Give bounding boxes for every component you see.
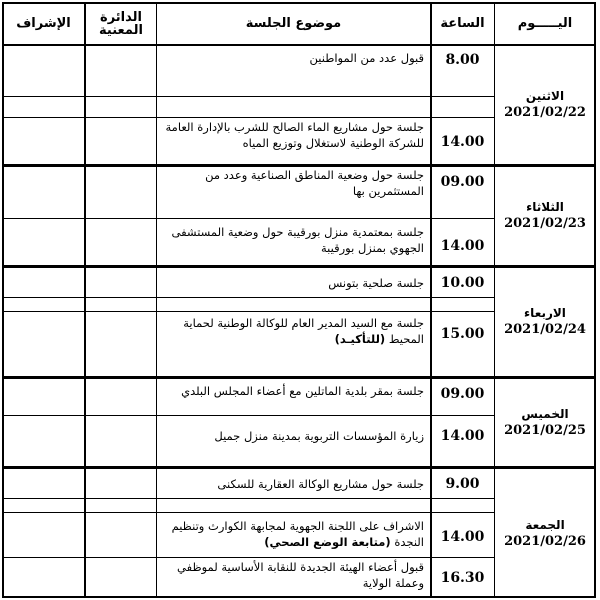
col-divider xyxy=(156,2,157,598)
day-name: الثلاثاء xyxy=(526,200,564,214)
session-subject: زيارة المؤسسات التربوية بمدينة منزل جميل xyxy=(214,429,424,443)
session-subject: جلسة بمقر بلدية الماتلين مع أعضاء المجلس البلدي xyxy=(181,384,424,398)
session-subject: جلسة صلحية بتونس xyxy=(328,276,424,290)
session-time: 16.30 xyxy=(440,570,485,586)
session-subject-text: جلسة مع السيد المدير العام للوكالة الوطنية لحماية المحيط xyxy=(183,316,424,346)
session-time: 09.00 xyxy=(440,386,485,402)
session-subject: جلسة حول وضعية المناطق الصناعية وعدد من المستثمرين بها xyxy=(205,168,424,198)
session-time: 14.00 xyxy=(440,428,485,444)
day-date: 2021/02/22 xyxy=(504,104,586,120)
row-divider xyxy=(2,96,494,97)
row-divider xyxy=(2,415,494,416)
col-divider xyxy=(84,2,86,598)
header-time: الساعة xyxy=(440,16,485,31)
day-date: 2021/02/24 xyxy=(504,322,586,337)
row-divider xyxy=(2,117,494,118)
session-subject: جلسة حول مشاريع الوكالة العقارية للسكنى xyxy=(217,477,424,491)
day-name: الخميس xyxy=(521,406,569,421)
row-divider xyxy=(2,297,494,298)
row-divider xyxy=(2,218,494,219)
row-divider xyxy=(2,557,494,558)
session-time: 8.00 xyxy=(445,52,480,68)
session-time: 10.00 xyxy=(440,275,485,291)
session-note: (للتأكيـد) xyxy=(334,332,386,346)
day-cell-tuesday xyxy=(495,167,595,265)
session-subject: قبول أعضاء الهيئة الجديدة للنقابة الأساسية لموظفي وعملة الولاية xyxy=(177,560,424,590)
day-cell-monday xyxy=(495,45,595,164)
row-divider xyxy=(2,311,494,312)
session-subject: جلسة حول مشاريع الماء الصالح للشرب بالإدارة العامة للشركة الوطنية لاستغلال وتوزيع المياه xyxy=(165,120,424,150)
day-cell-wednesday xyxy=(495,268,595,376)
day-date: 2021/02/26 xyxy=(504,533,586,549)
col-divider xyxy=(430,2,432,598)
header-day: اليـــــوم xyxy=(517,16,573,31)
header-supervision: الإشراف xyxy=(16,16,71,31)
session-time: 14.00 xyxy=(440,134,485,150)
session-note: (متابعة الوضع الصحي) xyxy=(264,535,391,549)
header-department: الدائرة المعنية xyxy=(99,9,143,38)
session-subject-text: الاشراف على اللجنة الجهوية لمجابهة الكوارث وتنظيم النجدة xyxy=(171,519,424,549)
day-name: الاربعاء xyxy=(524,306,566,320)
day-cell-thursday xyxy=(495,379,595,466)
day-name: الاثنين xyxy=(525,88,565,103)
header-subject: موضوع الجلسة xyxy=(245,16,342,31)
session-time: 15.00 xyxy=(440,326,485,342)
session-time: 9.00 xyxy=(445,476,480,492)
session-time: 09.00 xyxy=(440,174,485,190)
day-cell-friday xyxy=(495,469,595,598)
session-subject xyxy=(157,315,430,355)
day-date: 2021/02/25 xyxy=(504,422,586,438)
session-time: 14.00 xyxy=(440,529,485,545)
row-divider xyxy=(2,498,494,499)
row-divider xyxy=(2,512,494,513)
day-name: الجمعة xyxy=(525,517,565,532)
session-subject: جلسة بمعتمدية منزل بورقيبة حول وضعية المستشفى الجهوي بمنزل بورقيبة xyxy=(171,225,424,255)
session-subject: قبول عدد من المواطنين xyxy=(309,51,424,65)
session-time: 14.00 xyxy=(440,238,485,254)
day-date: 2021/02/23 xyxy=(504,216,586,231)
session-subject xyxy=(157,518,430,556)
